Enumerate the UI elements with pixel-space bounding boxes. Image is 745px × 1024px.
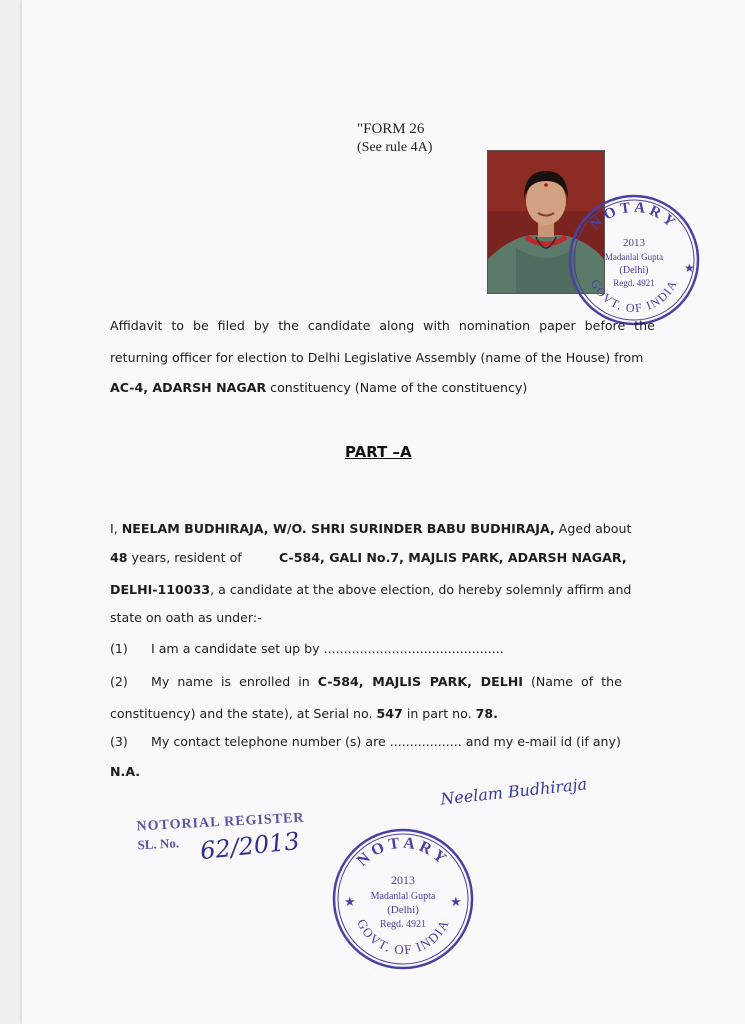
- candidate-name: NEELAM BUDHIRAJA, W/O. SHRI SURINDER BABU BUDHIRAJA,: [121, 521, 555, 536]
- stamp-govt-text: GOVT. OF INDIA: [354, 916, 452, 958]
- candidate-age: 48: [110, 550, 128, 565]
- notary-stamp-top: [566, 192, 702, 328]
- item-2-number: (2): [110, 674, 128, 689]
- enrolled-address: C-584, MAJLIS PARK, DELHI: [317, 674, 523, 689]
- stamp-regd: Regd. 4921: [613, 278, 655, 288]
- candidate-city: DELHI-110033: [110, 582, 211, 597]
- register-title: NOTORIAL REGISTER: [136, 810, 305, 835]
- declaration-line-2: 48 years, resident of: [110, 550, 242, 565]
- stamp-star-icon: ★: [450, 895, 462, 910]
- register-serial-label: SL. No.: [137, 835, 180, 853]
- constituency-name: AC-4, ADARSH NAGAR: [110, 380, 267, 395]
- serial-number: 547: [376, 706, 403, 721]
- stamp-year: 2013: [623, 237, 645, 249]
- stamp-star-icon: ★: [344, 895, 356, 910]
- part-number: 78.: [475, 706, 498, 721]
- stamp-notary-text: NOTARY: [353, 834, 453, 870]
- intro-line-2: returning officer for election to Delhi Legislative Assembly (name of the House) from: [110, 350, 644, 365]
- stamp-regd: Regd. 4921: [379, 919, 427, 930]
- intro-line-1: Affidavit to be filed by the candidate along with nomination paper before the: [110, 318, 655, 333]
- stamp-notary-name: Madanlal Gupta: [604, 252, 664, 262]
- declaration-line-3: DELHI-110033, a candidate at the above election, do hereby solemnly affirm and: [110, 582, 632, 597]
- declaration-line-4: state on oath as under:-: [110, 610, 262, 625]
- item-3-number: (3): [110, 734, 128, 749]
- stamp-city: (Delhi): [619, 265, 649, 276]
- stamp-city: (Delhi): [387, 904, 419, 916]
- stamp-notary-name: Madanlal Gupta: [370, 891, 436, 902]
- candidate-address: C-584, GALI No.7, MAJLIS PARK, ADARSH NAGAR,: [279, 550, 627, 565]
- intro-line-3: AC-4, ADARSH NAGAR constituency (Name of the constituency): [110, 380, 528, 395]
- register-serial-number: 62/2013: [198, 826, 301, 866]
- stamp-star-icon: ★: [684, 261, 695, 275]
- item-1-number: (1): [110, 641, 128, 656]
- stamp-year: 2013: [391, 873, 415, 887]
- stamp-notary-text: NOTARY: [587, 199, 681, 234]
- form-title: "FORM 26: [357, 121, 425, 137]
- item-2-line-1: My name is enrolled in C-584, MAJLIS PARK, DELHI (Name of the: [151, 674, 622, 689]
- part-a-heading: PART –A: [345, 443, 412, 461]
- item-3-email: N.A.: [110, 764, 141, 779]
- form-subtitle: (See rule 4A): [357, 140, 433, 155]
- item-3-text: My contact telephone number (s) are .................. and my e-mail id (if any): [151, 734, 621, 749]
- notary-stamp-bottom: [330, 826, 476, 972]
- item-2-line-2: constituency) and the state), at Serial no. 547 in part no. 78.: [110, 706, 498, 721]
- item-1-text: I am a candidate set up by .............................................: [151, 641, 504, 656]
- declaration-line-1: I, NEELAM BUDHIRAJA, W/O. SHRI SURINDER BABU BUDHIRAJA, Aged about: [110, 521, 632, 536]
- stamp-govt-text: GOVT. OF INDIA: [587, 277, 681, 316]
- candidate-signature: Neelam Budhiraja: [439, 774, 588, 809]
